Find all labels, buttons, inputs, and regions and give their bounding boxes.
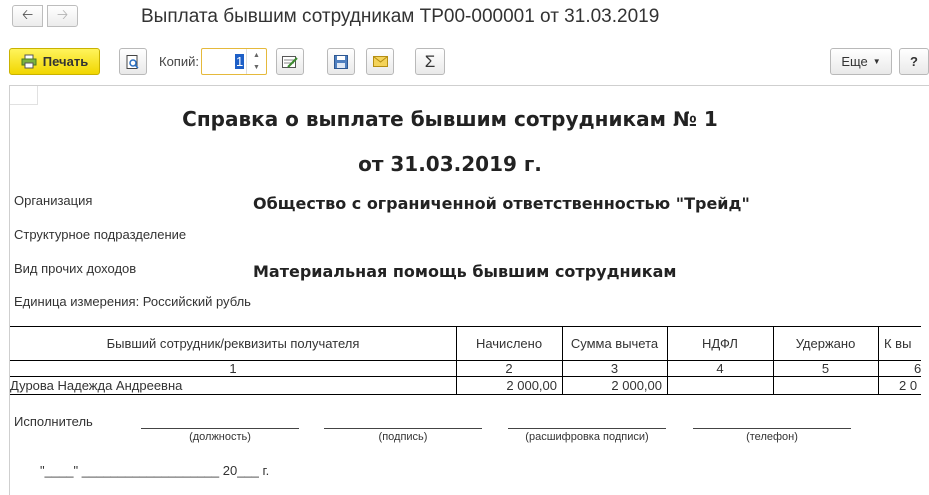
signature-line bbox=[508, 428, 666, 429]
mail-icon bbox=[373, 56, 388, 67]
signature-caption: (должность) bbox=[189, 431, 251, 443]
printer-icon bbox=[21, 55, 37, 69]
date-footer: "____" ___________________ 20___ г. bbox=[40, 463, 270, 478]
print-button[interactable] bbox=[9, 48, 100, 75]
spreadsheet-document[interactable] bbox=[9, 85, 929, 495]
org-value: Общество с ограниченной ответственностью "Трейд" bbox=[253, 194, 750, 213]
copies-label: Копий: bbox=[159, 54, 199, 69]
arrow-left-icon: 🡠 bbox=[21, 6, 34, 22]
spin-down-icon[interactable]: ▼ bbox=[253, 64, 260, 72]
deduction-cell: 2 000,00 bbox=[611, 378, 662, 393]
corner-cell bbox=[10, 86, 38, 105]
help-label: ? bbox=[910, 54, 918, 69]
employee-name: Дурова Надежда Андреевна bbox=[10, 378, 183, 393]
column-number: 4 bbox=[716, 361, 724, 376]
column-header: Сумма вычета bbox=[570, 336, 659, 351]
sum-icon: Σ bbox=[424, 51, 436, 71]
save-icon bbox=[334, 55, 348, 69]
edit-button[interactable] bbox=[276, 48, 304, 75]
table-border bbox=[10, 326, 921, 327]
dept-label: Структурное подразделение bbox=[14, 227, 187, 242]
mail-button[interactable] bbox=[366, 48, 394, 75]
report-date: от 31.03.2019 г. bbox=[358, 152, 542, 176]
accrued-cell: 2 000,00 bbox=[506, 378, 557, 393]
column-header: К вы bbox=[884, 336, 912, 351]
spin-up-icon[interactable]: ▲ bbox=[253, 51, 260, 59]
column-header: Удержано bbox=[795, 336, 856, 351]
payable-cell: 2 0 bbox=[899, 378, 918, 393]
column-number: 2 bbox=[505, 361, 513, 376]
executor-label: Исполнитель bbox=[14, 414, 93, 429]
forward-button[interactable] bbox=[47, 5, 78, 27]
income-value: Материальная помощь бывшим сотрудникам bbox=[253, 262, 677, 281]
signature-caption: (расшифровка подписи) bbox=[525, 431, 649, 443]
column-header: Начислено bbox=[475, 336, 543, 351]
copies-spinner[interactable] bbox=[246, 49, 266, 74]
org-label: Организация bbox=[14, 193, 93, 208]
unit-label: Единица измерения: Российский рубль bbox=[14, 294, 251, 309]
more-label: Еще bbox=[841, 54, 868, 69]
signature-line bbox=[693, 428, 851, 429]
report-title: Справка о выплате бывшим сотрудникам № 1 bbox=[182, 107, 718, 131]
dropdown-arrow-icon: ▼ bbox=[872, 57, 881, 66]
column-number: 3 bbox=[610, 361, 619, 376]
signature-line bbox=[324, 428, 482, 429]
preview-icon bbox=[126, 55, 140, 69]
signature-caption: (подпись) bbox=[378, 431, 428, 443]
income-label: Вид прочих доходов bbox=[14, 261, 137, 276]
column-header: Бывший сотрудник/реквизиты получателя bbox=[106, 336, 360, 351]
print-label: Печать bbox=[42, 54, 89, 69]
arrow-right-icon: 🡢 bbox=[56, 6, 69, 22]
column-number: 6 bbox=[914, 361, 922, 376]
table-border bbox=[10, 376, 921, 377]
back-button[interactable] bbox=[12, 5, 43, 27]
signature-line bbox=[141, 428, 299, 429]
copies-value: 1 bbox=[236, 54, 244, 69]
column-header: НДФЛ bbox=[702, 336, 738, 351]
copies-input[interactable] bbox=[201, 48, 267, 75]
help-button[interactable] bbox=[899, 48, 929, 75]
save-button[interactable] bbox=[327, 48, 355, 75]
table-border bbox=[878, 326, 879, 394]
edit-icon bbox=[282, 55, 298, 69]
table-border bbox=[10, 394, 921, 395]
window-title: Выплата бывшим сотрудникам ТР00-000001 от 31.03.2019 bbox=[141, 6, 660, 27]
more-button[interactable] bbox=[830, 48, 892, 75]
column-number: 5 bbox=[821, 361, 830, 376]
preview-button[interactable] bbox=[119, 48, 147, 75]
signature-caption: (телефон) bbox=[746, 431, 798, 443]
column-number: 1 bbox=[229, 361, 237, 376]
sum-button[interactable] bbox=[415, 48, 445, 75]
